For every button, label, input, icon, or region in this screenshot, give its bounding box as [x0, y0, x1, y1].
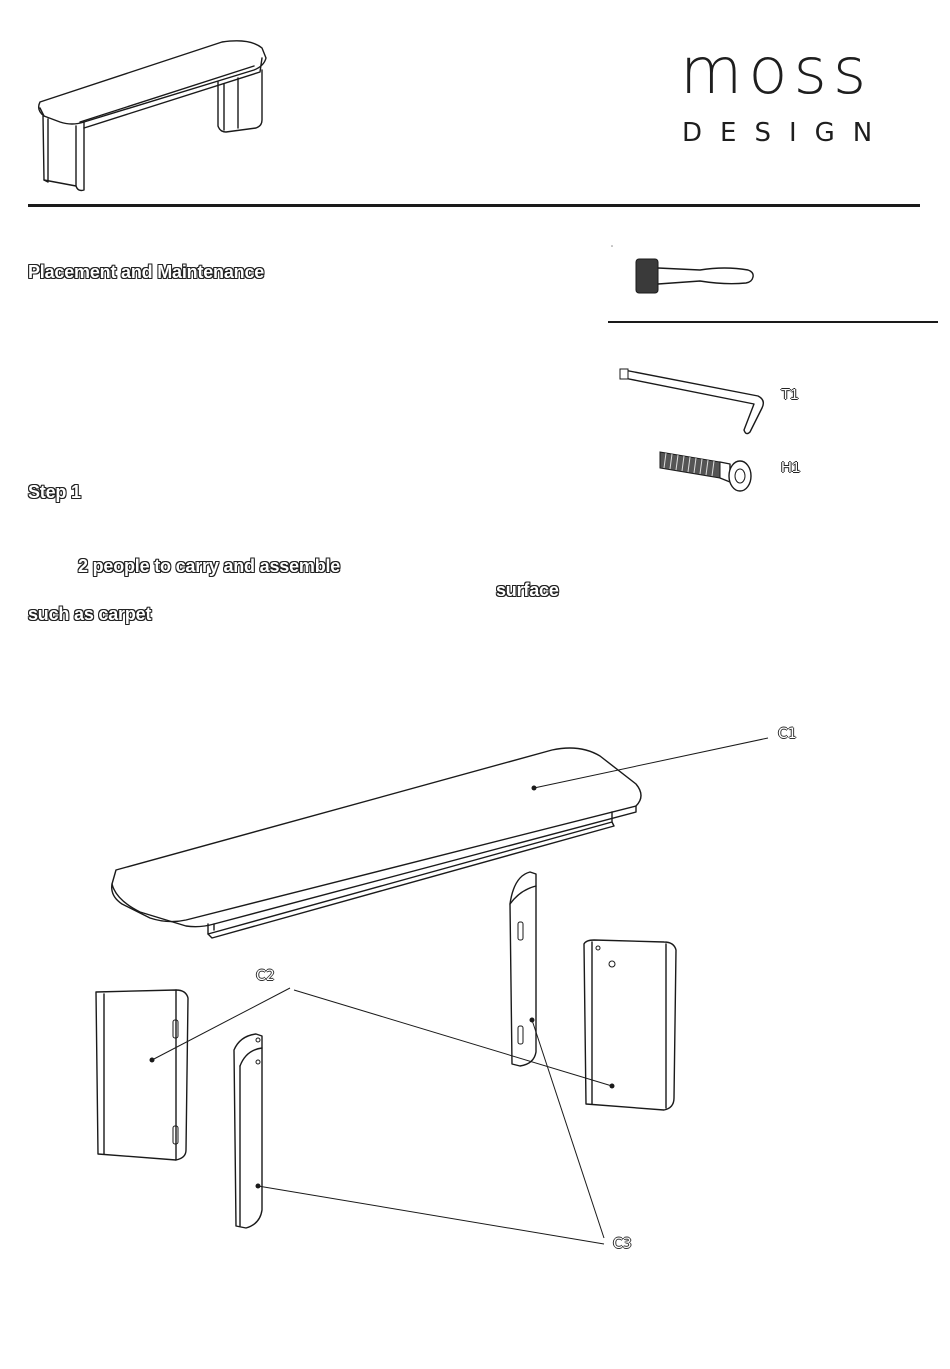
- instruction-surface: surface: [496, 580, 559, 600]
- bracket-c3-left: [234, 1034, 262, 1228]
- part-label-c2: C2: [256, 968, 275, 984]
- allen-key-icon: [620, 369, 763, 434]
- bench-thumbnail: [39, 41, 266, 191]
- part-label-c3: C3: [613, 1236, 632, 1252]
- mallet-icon: [636, 259, 753, 293]
- instruction-carpet: such as carpet: [28, 604, 152, 624]
- step1-heading: Step 1: [28, 482, 81, 502]
- bolt-icon: [660, 452, 751, 491]
- brand-logo-name: moss: [680, 35, 873, 109]
- leg-panel-c2-left: [96, 990, 188, 1160]
- leg-panel-c2-right: [584, 940, 676, 1110]
- allen-key-label: T1: [781, 386, 799, 403]
- tools-divider: [608, 321, 938, 323]
- seat-panel-c1: [112, 748, 641, 938]
- bolt-label: H1: [781, 459, 801, 476]
- instruction-people: 2 people to carry and assemble: [78, 556, 341, 576]
- placement-heading: Placement and Maintenance: [28, 262, 265, 282]
- bracket-c3-right: [510, 872, 536, 1066]
- header-divider: [28, 204, 920, 207]
- brand-logo-subtitle: DESIGN: [682, 118, 891, 148]
- part-label-c1: C1: [778, 726, 797, 742]
